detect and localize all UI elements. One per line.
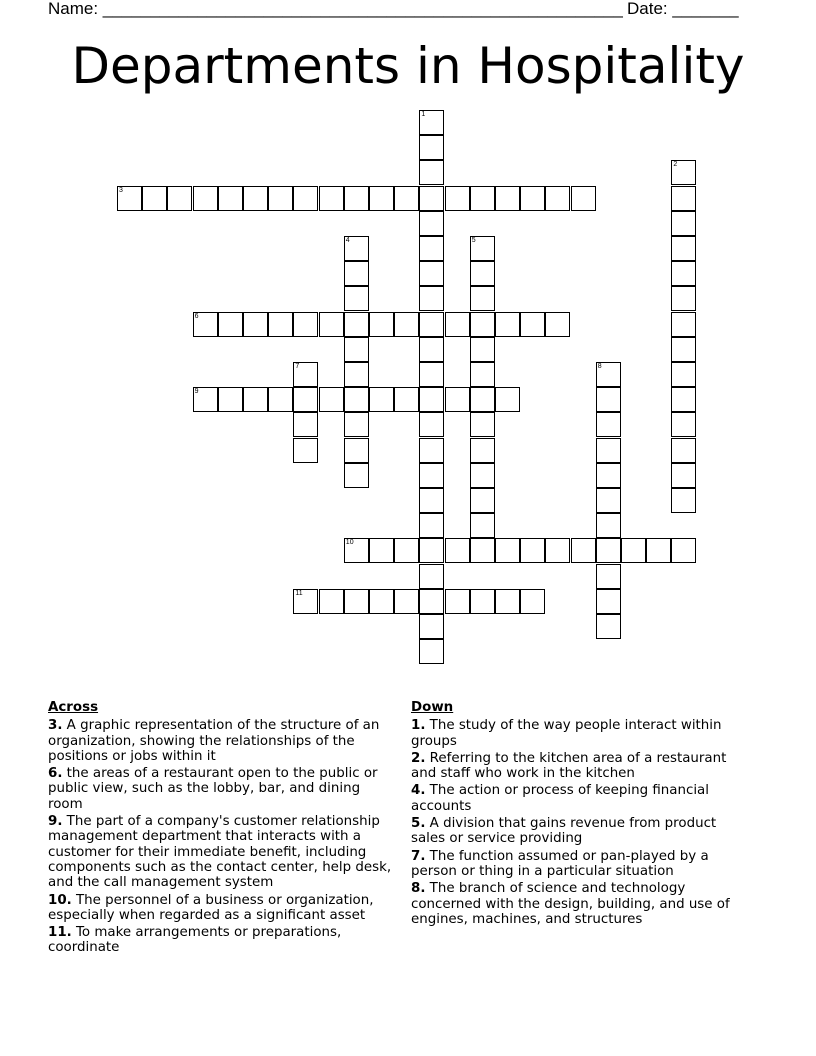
grid-cell[interactable]	[596, 362, 621, 387]
grid-cell[interactable]	[470, 261, 495, 286]
grid-cell[interactable]	[268, 186, 293, 211]
grid-cell[interactable]	[419, 488, 444, 513]
grid-cell[interactable]	[671, 211, 696, 236]
grid-cell[interactable]	[293, 186, 318, 211]
grid-cell[interactable]	[394, 186, 419, 211]
grid-cell[interactable]	[419, 463, 444, 488]
grid-cell[interactable]	[419, 261, 444, 286]
down-clue: 1. The study of the way people interact within groups	[411, 718, 722, 749]
grid-cell[interactable]	[671, 236, 696, 261]
grid-cell[interactable]	[369, 186, 394, 211]
grid-cell[interactable]	[369, 312, 394, 337]
grid-cell[interactable]	[293, 312, 318, 337]
grid-cell[interactable]	[193, 312, 218, 337]
grid-cell[interactable]	[193, 186, 218, 211]
grid-cell[interactable]	[293, 438, 318, 463]
grid-cell[interactable]	[344, 362, 369, 387]
grid-cell[interactable]	[520, 538, 545, 563]
grid-cell[interactable]	[671, 337, 696, 362]
grid-cell[interactable]	[470, 412, 495, 437]
grid-cell[interactable]	[646, 538, 671, 563]
grid-cell[interactable]	[470, 236, 495, 261]
grid-cell[interactable]	[419, 387, 444, 412]
grid-cell[interactable]	[369, 589, 394, 614]
across-clue: 10. The personnel of a business or organization, especially when regarded as a significant asset	[48, 892, 374, 923]
grid-cell[interactable]	[419, 312, 444, 337]
grid-cell[interactable]	[470, 513, 495, 538]
grid-cell[interactable]	[218, 186, 243, 211]
grid-cell[interactable]	[394, 387, 419, 412]
grid-cell[interactable]	[117, 186, 142, 211]
grid-cell[interactable]	[344, 589, 369, 614]
grid-cell[interactable]	[419, 639, 444, 664]
grid-cell[interactable]	[142, 186, 167, 211]
grid-cell[interactable]	[596, 488, 621, 513]
grid-cell[interactable]	[167, 186, 192, 211]
grid-cell[interactable]	[419, 513, 444, 538]
grid-cell[interactable]	[344, 387, 369, 412]
grid-cell[interactable]	[545, 312, 570, 337]
grid-cell[interactable]	[319, 387, 344, 412]
down-clue: 5. A division that gains revenue from product sales or service providing	[411, 816, 717, 847]
grid-cell[interactable]	[369, 387, 394, 412]
grid-cell[interactable]	[445, 589, 470, 614]
grid-cell[interactable]	[419, 614, 444, 639]
grid-cell[interactable]	[419, 236, 444, 261]
grid-cell[interactable]	[495, 589, 520, 614]
cell-number: 11	[295, 589, 303, 597]
down-clue: 8. The branch of science and technology concerned with the design, building, and use of engines, machines, and structures	[411, 881, 730, 927]
grid-cell[interactable]	[621, 538, 646, 563]
grid-cell[interactable]	[445, 186, 470, 211]
grid-cell[interactable]	[344, 337, 369, 362]
grid-cell[interactable]	[319, 186, 344, 211]
grid-cell[interactable]	[671, 362, 696, 387]
grid-cell[interactable]	[293, 412, 318, 437]
cell-number: 9	[194, 388, 199, 396]
cell-number: 10	[345, 539, 354, 547]
grid-cell[interactable]	[419, 589, 444, 614]
grid-cell[interactable]	[344, 412, 369, 437]
grid-cell[interactable]	[394, 538, 419, 563]
grid-cell[interactable]	[394, 312, 419, 337]
grid-cell[interactable]	[369, 538, 394, 563]
grid-cell[interactable]	[243, 312, 268, 337]
grid-cell[interactable]	[470, 286, 495, 311]
grid-cell[interactable]	[495, 186, 520, 211]
cell-number: 2	[673, 161, 678, 169]
down-clue: 4. The action or process of keeping financial accounts	[411, 783, 709, 814]
grid-cell[interactable]	[596, 589, 621, 614]
across-clue: 3. A graphic representation of the structure of an organization, showing the relationships of the positions or jobs within it	[48, 718, 380, 764]
grid-cell[interactable]	[596, 564, 621, 589]
grid-cell[interactable]	[470, 337, 495, 362]
grid-cell[interactable]	[268, 312, 293, 337]
grid-cell[interactable]	[470, 186, 495, 211]
grid-cell[interactable]	[319, 312, 344, 337]
name-line: Name: _______________________________________________________	[48, 0, 623, 18]
grid-cell[interactable]	[671, 463, 696, 488]
grid-cell[interactable]	[319, 589, 344, 614]
down-heading: Down	[411, 700, 454, 715]
grid-cell[interactable]	[344, 186, 369, 211]
grid-cell[interactable]	[470, 362, 495, 387]
grid-cell[interactable]	[545, 186, 570, 211]
grid-cell[interactable]	[419, 160, 444, 185]
grid-cell[interactable]	[470, 387, 495, 412]
across-heading: Across	[48, 700, 99, 715]
grid-cell[interactable]	[344, 236, 369, 261]
cell-number: 6	[194, 312, 199, 320]
grid-cell[interactable]	[671, 387, 696, 412]
grid-cell[interactable]	[671, 412, 696, 437]
grid-cell[interactable]	[671, 286, 696, 311]
grid-cell[interactable]	[596, 513, 621, 538]
down-clue: 7. The function assumed or pan-played by a person or thing in a particular situation	[411, 848, 709, 879]
grid-cell[interactable]	[495, 538, 520, 563]
grid-cell[interactable]	[419, 211, 444, 236]
grid-cell[interactable]	[571, 186, 596, 211]
grid-cell[interactable]	[445, 312, 470, 337]
grid-cell[interactable]	[520, 186, 545, 211]
cell-number: 8	[597, 363, 602, 370]
grid-cell[interactable]	[520, 589, 545, 614]
grid-cell[interactable]	[344, 261, 369, 286]
grid-cell[interactable]	[293, 387, 318, 412]
grid-cell[interactable]	[671, 312, 696, 337]
grid-cell[interactable]	[344, 463, 369, 488]
grid-cell[interactable]	[596, 387, 621, 412]
grid-cell[interactable]	[344, 286, 369, 311]
grid-cell[interactable]	[470, 438, 495, 463]
grid-cell[interactable]	[520, 312, 545, 337]
grid-cell[interactable]	[344, 312, 369, 337]
grid-cell[interactable]	[419, 412, 444, 437]
cell-number: 7	[295, 363, 300, 370]
grid-cell[interactable]	[344, 538, 369, 563]
grid-cell[interactable]	[445, 538, 470, 563]
grid-cell[interactable]	[671, 438, 696, 463]
grid-cell[interactable]	[293, 589, 318, 614]
down-clue: 2. Referring to the kitchen area of a restaurant and staff who work in the kitchen	[411, 750, 727, 782]
grid-cell[interactable]	[495, 312, 520, 337]
grid-cell[interactable]	[419, 564, 444, 589]
grid-cell[interactable]	[243, 186, 268, 211]
grid-cell[interactable]	[470, 463, 495, 488]
grid-cell[interactable]	[470, 488, 495, 513]
across-clue: 11. To make arrangements or preparations, coordinate	[48, 925, 342, 956]
grid-cell[interactable]	[218, 312, 243, 337]
grid-cell[interactable]	[419, 110, 444, 135]
puzzle-title: Departments in Hospitality	[71, 37, 745, 95]
grid-cell[interactable]	[419, 186, 444, 211]
grid-cell[interactable]	[671, 160, 696, 185]
grid-cell[interactable]	[671, 261, 696, 286]
grid-cell[interactable]	[671, 488, 696, 513]
cell-number: 5	[471, 237, 476, 244]
grid-cell[interactable]	[344, 438, 369, 463]
grid-cell[interactable]	[571, 538, 596, 563]
grid-cell[interactable]	[243, 387, 268, 412]
grid-cell[interactable]	[419, 438, 444, 463]
cell-number: 1	[421, 111, 426, 118]
grid-cell[interactable]	[419, 538, 444, 563]
grid-cell[interactable]	[419, 286, 444, 311]
grid-cell[interactable]	[470, 312, 495, 337]
grid-cell[interactable]	[394, 589, 419, 614]
grid-cell[interactable]	[596, 614, 621, 639]
grid-cell[interactable]	[470, 538, 495, 563]
date-line: Date: _______	[627, 0, 739, 18]
grid-cell[interactable]	[218, 387, 243, 412]
grid-cell[interactable]	[495, 387, 520, 412]
across-clue: 6. the areas of a restaurant open to the public or public view, such as the lobby, bar, and dining room	[48, 766, 378, 812]
grid-cell[interactable]	[671, 186, 696, 211]
grid-cell[interactable]	[445, 387, 470, 412]
across-clue: 9. The part of a company's customer relationship management department that interacts with a customer for their immediate benefit, including components such as the contact center, help desk, and the call management system	[48, 814, 392, 891]
grid-cell[interactable]	[193, 387, 218, 412]
grid-cell[interactable]	[596, 412, 621, 437]
grid-cell[interactable]	[596, 538, 621, 563]
grid-cell[interactable]	[419, 337, 444, 362]
grid-cell[interactable]	[671, 538, 696, 563]
grid-cell[interactable]	[293, 362, 318, 387]
cell-number: 3	[119, 186, 123, 194]
cell-number: 4	[345, 237, 350, 244]
grid-cell[interactable]	[545, 538, 570, 563]
across-clues	[48, 700, 398, 958]
grid-cell[interactable]	[268, 387, 293, 412]
grid-cell[interactable]	[596, 438, 621, 463]
down-clues	[411, 700, 751, 929]
grid-cell[interactable]	[419, 135, 444, 160]
grid-cell[interactable]	[419, 362, 444, 387]
grid-cell[interactable]	[596, 463, 621, 488]
grid-cell[interactable]	[470, 589, 495, 614]
